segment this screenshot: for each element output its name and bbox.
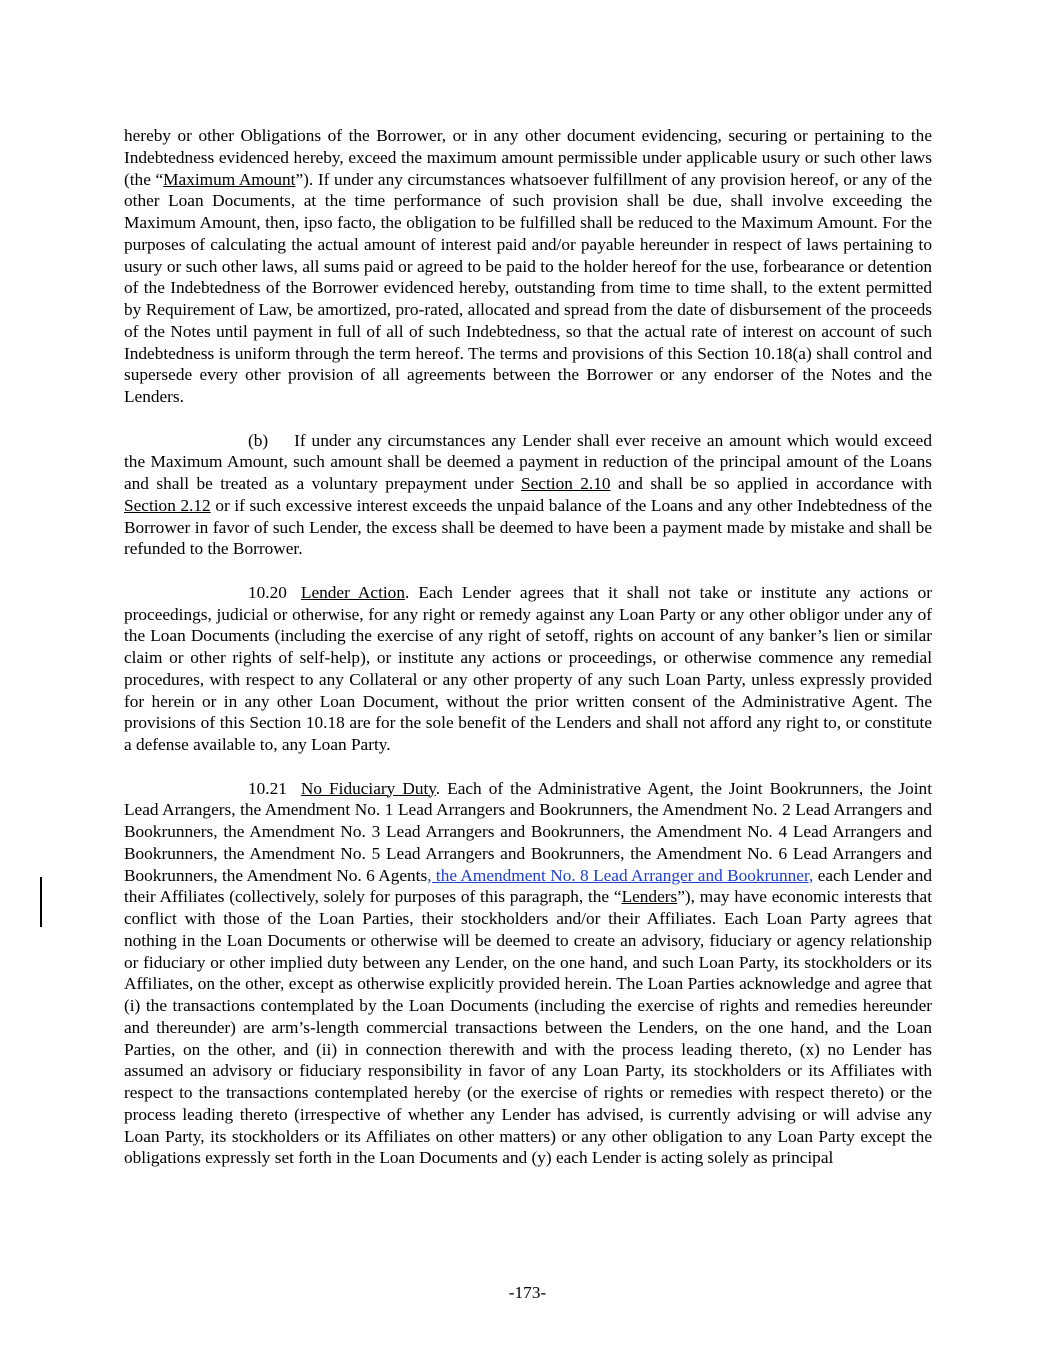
page-number: -173- — [508, 1283, 547, 1302]
paragraph-a-text-2: ”). If under any circumstances whatsoever fulfillment of any provision hereof, or any of the other Loan Documents, at the time performance of such provision shall be due, shall involve exceeding the Maximum Amount, then, ipso facto, the obligation to be fulfilled shall be reduced to the Maximum Amount. For the purposes of calculating the actual amount of interest paid and/or payable hereunder in respect of laws pertaining to usury or such other laws, all sums paid or agreed to be paid to the holder hereof for the use, forbearance or detention of the Indebtedness of the Borrower evidenced hereby, outstanding from time to time shall, to the extent permitted by Requirement of Law, be amortized, pro-rated, allocated and spread from the date of disbursement of the proceeds of the Notes until payment in full of all of such Indebtedness, so that the actual rate of interest on account of such Indebtedness is uniform through the term hereof. The terms and provisions of this Section 10.18(a) shall control and supersede every other provision of all agreements between the Borrower or any endorser of the Notes and the Lenders. — [124, 169, 933, 406]
defined-term-lenders: Lenders — [621, 887, 678, 907]
paragraph-b-text-1: If under any circumstances any Lender shall ever receive an amount which would exceed the Maximum Amount, such amount shall be deemed a payment in reduction of the principal amount of the Loans and shall be treated as a voluntary prepayment under — [124, 430, 932, 493]
section-10-20-number: 10.20 — [248, 582, 287, 602]
section-10-21-text-1: . Each of the Administrative Agent, the Joint Bookrunners, the Joint Lead Arrangers, the Amendment No. 1 Lead Arrangers and Bookrunners, the Amendment No. 2 Lead Arrangers and Bookrunners, the Amendment No. 3 Lead Arrangers and Bookrunners, the Amendment No. 4 Lead Arrangers and Bookrunners, the Amendment No. 5 Lead Arrangers and Bookrunners, the Amendment No. 6 Lead Arrangers and Bookrunners, the Amendment No. 6 Agents — [124, 778, 932, 885]
paragraph-b-text-3: or if such excessive interest exceeds the unpaid balance of the Loans and any other Indebtedness of the Borrower in favor of such Lender, the excess shall be deemed to have been a payment made by mistake and shall be refunded to the Borrower. — [124, 495, 932, 559]
paragraph-b — [124, 430, 932, 561]
paragraph-usury-continuation — [124, 125, 932, 408]
section-reference-2-12: Section 2.12 — [124, 495, 211, 515]
paragraph-b-text-2: and shall be so applied in accordance with — [610, 474, 932, 493]
document-body — [124, 125, 932, 1191]
section-10-21-title: No Fiduciary Duty — [300, 778, 436, 798]
paragraph-b-label: (b) — [248, 430, 269, 450]
revision-change-bar — [40, 877, 42, 927]
section-10-21-no-fiduciary-duty — [124, 778, 932, 1170]
section-10-21-text-3: ”), may have economic interests that conflict with those of the Loan Parties, their stockholders and/or their Affiliates. Each Loan Party agrees that nothing in the Loan Documents or otherwise will be deemed to create an advisory, fiduciary or agency relationship or fiduciary or other implied duty between any Lender, on the one hand, and such Loan Party, its stockholders or its Affiliates, on the other, except as otherwise explicitly provided herein. The Loan Parties acknowledge and agree that (i) the transactions contemplated by the Loan Documents (including the exercise of rights and remedies hereunder and thereunder) are arm’s-length commercial transactions between the Lenders, on the one hand, and the Loan Parties, on the other, and (ii) in connection therewith and with the process leading thereto, (x) no Lender has assumed an advisory or fiduciary responsibility in favor of any Loan Party, its stockholders or its Affiliates with respect to the transactions contemplated hereby (or the exercise of rights or remedies with respect thereto) or the process leading thereto (irrespective of whether any Lender has advised, is currently advising or will advise any Loan Party, its stockholders or its Affiliates on other matters) or any other obligation to any Loan Party except the obligations expressly set forth in the Loan Documents and (y) each Lender is acting solely as principal — [124, 887, 932, 1168]
section-10-20-text: . Each Lender agrees that it shall not take or institute any actions or proceedings, judicial or otherwise, for any right or remedy against any Loan Party or any other obligor under any of the Loan Documents (including the exercise of any right of setoff, rights on account of any banker’s lien or similar claim or other rights of self-help), or institute any actions or proceedings, or otherwise commence any remedial procedures, with respect to any Collateral or any other property of any such Loan Party, unless expressly provided for herein or in any other Loan Document, without the prior written consent of the Administrative Agent. The provisions of this Section 10.18 are for the sole benefit of the Lenders and shall not afford any right to, or constitute a defense available to, any Loan Party. — [124, 582, 932, 754]
defined-term-maximum-amount: Maximum Amount — [163, 169, 296, 189]
section-10-21-number: 10.21 — [248, 778, 287, 798]
section-10-20-lender-action — [124, 582, 932, 756]
paragraph-a-text-1: hereby or other Obligations of the Borrower, or in any other document evidencing, securing or pertaining to the Indebtedness evidenced hereby, exceed the maximum amount permissible under applicable usury or such other laws (the “ — [124, 126, 932, 189]
section-10-20-title: Lender Action — [300, 582, 405, 602]
section-10-21-text-2: each Lender and their Affiliates (collectively, solely for purposes of this paragraph, the “ — [124, 865, 932, 907]
inserted-text-amendment-8: , the Amendment No. 8 Lead Arranger and Bookrunner, — [427, 865, 814, 885]
section-reference-2-10: Section 2.10 — [521, 474, 611, 493]
